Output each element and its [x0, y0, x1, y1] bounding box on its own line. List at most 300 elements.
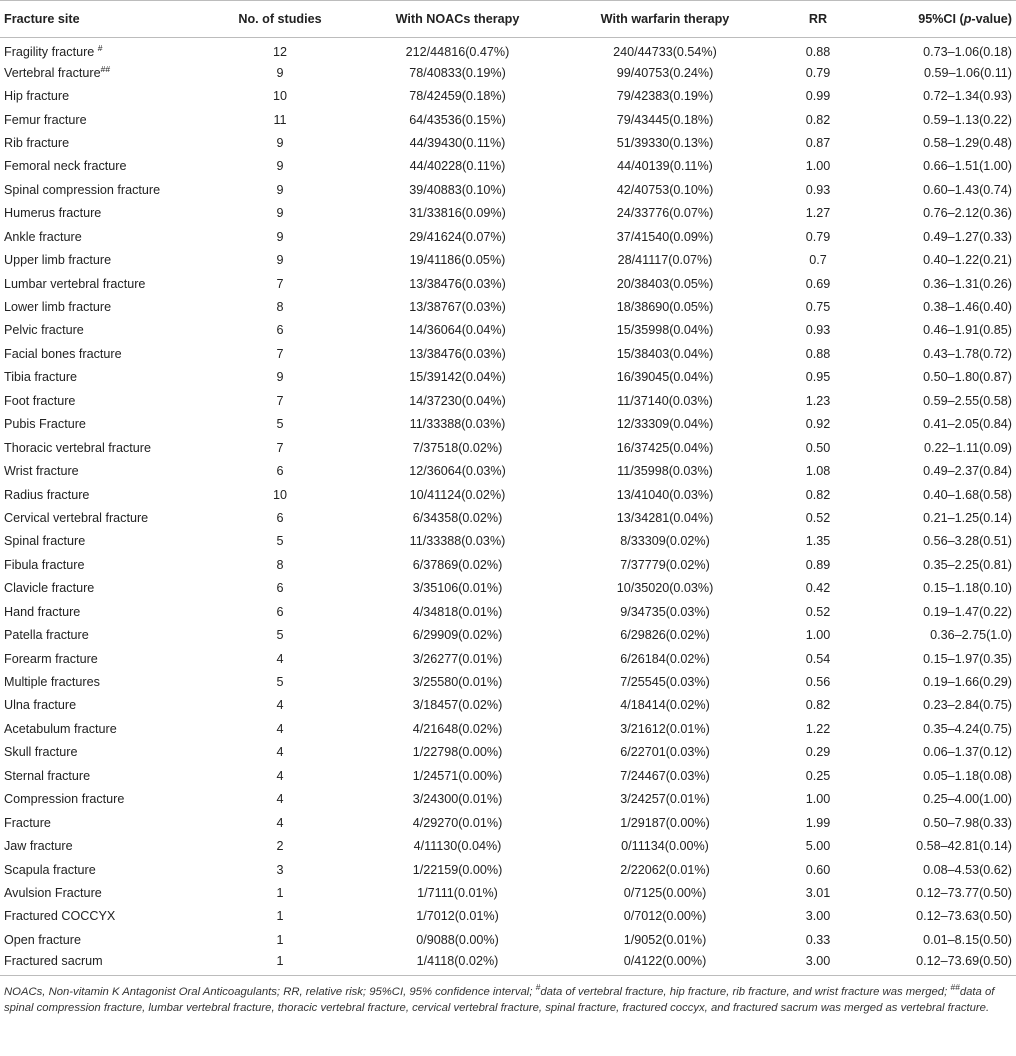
cell-ci-p-value	[866, 61, 1016, 84]
cell-warfarin-therapy-text: 79/42383(0.19%)	[616, 89, 714, 104]
cell-rr	[770, 459, 866, 482]
table-row	[0, 319, 1016, 342]
cell-noac-therapy	[355, 623, 560, 646]
cell-ci-p-value-text: 0.38–1.46(0.40)	[923, 300, 1012, 315]
footnote-marker: ##	[100, 63, 111, 74]
cell-ci-p-value-text: 0.59–1.13(0.22)	[923, 112, 1012, 127]
cell-noac-therapy-text: 3/35106(0.01%)	[412, 581, 503, 596]
table-body	[0, 38, 1016, 976]
cell-fracture-site-text: Ankle fracture	[4, 229, 82, 244]
cell-rr-text: 0.33	[805, 932, 831, 947]
cell-no-of-studies	[205, 834, 355, 857]
cell-noac-therapy	[355, 436, 560, 459]
cell-noac-therapy	[355, 225, 560, 248]
cell-ci-p-value	[866, 788, 1016, 811]
cell-noac-therapy-text: 1/24571(0.00%)	[412, 768, 503, 783]
cell-no-of-studies	[205, 272, 355, 295]
cell-rr-text: 0.79	[805, 65, 831, 80]
cell-ci-p-value-text: 0.40–1.22(0.21)	[923, 253, 1012, 268]
cell-fracture-site	[0, 483, 205, 506]
cell-no-of-studies	[205, 459, 355, 482]
table-row	[0, 61, 1016, 84]
cell-fracture-site	[0, 459, 205, 482]
cell-warfarin-therapy	[560, 131, 770, 154]
table-row	[0, 928, 1016, 951]
cell-fracture-site	[0, 295, 205, 318]
cell-warfarin-therapy-text: 2/22062(0.01%)	[620, 862, 710, 877]
cell-fracture-site-text: Fractured COCCYX	[4, 909, 116, 924]
cell-fracture-site-text: Lower limb fracture	[4, 300, 112, 315]
cell-no-of-studies-text: 11	[273, 112, 287, 127]
cell-ci-p-value	[866, 858, 1016, 881]
footnote-sup-2: ##	[950, 981, 960, 992]
table-row	[0, 108, 1016, 131]
cell-rr-text: 1.35	[805, 534, 831, 549]
cell-rr	[770, 436, 866, 459]
cell-noac-therapy	[355, 647, 560, 670]
cell-fracture-site-text: Patella fracture	[4, 628, 89, 643]
cell-warfarin-therapy	[560, 553, 770, 576]
cell-no-of-studies-text: 9	[276, 182, 284, 197]
cell-warfarin-therapy	[560, 506, 770, 529]
cell-noac-therapy-text: 212/44816(0.47%)	[405, 45, 510, 60]
cell-rr-text: 0.82	[805, 112, 831, 127]
cell-rr-text: 0.79	[805, 229, 831, 244]
cell-rr-text: 1.08	[805, 464, 831, 479]
cell-rr	[770, 881, 866, 904]
cell-warfarin-therapy	[560, 811, 770, 834]
cell-warfarin-therapy-text: 3/24257(0.01%)	[620, 792, 710, 807]
cell-rr	[770, 178, 866, 201]
cell-rr	[770, 928, 866, 951]
cell-ci-p-value-text: 0.35–4.24(0.75)	[923, 721, 1012, 736]
cell-noac-therapy-text: 44/39430(0.11%)	[409, 135, 506, 150]
cell-noac-therapy-text: 1/22798(0.00%)	[412, 745, 503, 760]
cell-ci-p-value	[866, 694, 1016, 717]
cell-no-of-studies	[205, 248, 355, 271]
cell-warfarin-therapy	[560, 858, 770, 881]
cell-ci-p-value-text: 0.41–2.05(0.84)	[923, 417, 1012, 432]
cell-ci-p-value	[866, 225, 1016, 248]
cell-no-of-studies-text: 7	[276, 276, 284, 291]
cell-rr	[770, 834, 866, 857]
cell-noac-therapy	[355, 272, 560, 295]
cell-fracture-site	[0, 623, 205, 646]
cell-no-of-studies-text: 1	[276, 932, 284, 947]
cell-warfarin-therapy	[560, 248, 770, 271]
cell-rr-text: 0.93	[805, 323, 831, 338]
cell-fracture-site	[0, 530, 205, 553]
cell-fracture-site	[0, 178, 205, 201]
cell-fracture-site	[0, 108, 205, 131]
cell-fracture-site-text: Fractured sacrum	[4, 954, 103, 969]
cell-rr-text: 0.82	[805, 698, 831, 713]
cell-noac-therapy	[355, 366, 560, 389]
cell-ci-p-value	[866, 366, 1016, 389]
cell-noac-therapy-text: 4/11130(0.04%)	[413, 839, 502, 854]
cell-ci-p-value	[866, 483, 1016, 506]
cell-ci-p-value	[866, 319, 1016, 342]
cell-rr	[770, 38, 866, 61]
cell-fracture-site-text: Vertebral fracture	[4, 65, 101, 80]
cell-fracture-site-text: Multiple fractures	[4, 675, 100, 690]
cell-ci-p-value	[866, 670, 1016, 693]
cell-noac-therapy	[355, 530, 560, 553]
table-row	[0, 647, 1016, 670]
cell-rr	[770, 600, 866, 623]
cell-rr	[770, 225, 866, 248]
cell-noac-therapy	[355, 694, 560, 717]
cell-warfarin-therapy-text: 18/38690(0.05%)	[616, 300, 714, 315]
footnote-text-2: data of vertebral fracture, hip fracture, rib fracture, and wrist fracture was merged;	[540, 985, 951, 998]
cell-warfarin-therapy-text: 13/34281(0.04%)	[616, 510, 714, 525]
cell-no-of-studies	[205, 717, 355, 740]
footnote-marker: #	[97, 43, 103, 54]
cell-warfarin-therapy	[560, 647, 770, 670]
table-row	[0, 530, 1016, 553]
cell-warfarin-therapy-text: 12/33309(0.04%)	[616, 417, 714, 432]
cell-rr-text: 0.88	[805, 346, 831, 361]
cell-warfarin-therapy-text: 0/7125(0.00%)	[623, 885, 707, 900]
cell-fracture-site-text: Spinal fracture	[4, 534, 86, 549]
cell-fracture-site	[0, 342, 205, 365]
cell-warfarin-therapy-text: 10/35020(0.03%)	[616, 581, 714, 596]
cell-warfarin-therapy	[560, 741, 770, 764]
cell-no-of-studies-text: 7	[276, 440, 284, 455]
cell-fracture-site	[0, 670, 205, 693]
cell-ci-p-value-text: 0.25–4.00(1.00)	[923, 792, 1012, 807]
cell-noac-therapy-text: 39/40883(0.10%)	[409, 182, 506, 197]
header-ci-p-value: 95%CI (p-value)	[866, 1, 1016, 38]
cell-no-of-studies	[205, 623, 355, 646]
cell-noac-therapy	[355, 577, 560, 600]
footnote-sup-1: #	[535, 981, 541, 992]
cell-warfarin-therapy-text: 3/21612(0.01%)	[620, 721, 710, 736]
cell-ci-p-value-text: 0.19–1.47(0.22)	[923, 604, 1012, 619]
cell-ci-p-value	[866, 342, 1016, 365]
cell-no-of-studies-text: 5	[276, 675, 284, 690]
cell-ci-p-value-text: 0.06–1.37(0.12)	[923, 745, 1012, 760]
cell-fracture-site	[0, 248, 205, 271]
cell-fracture-site	[0, 272, 205, 295]
cell-warfarin-therapy	[560, 600, 770, 623]
cell-no-of-studies-text: 10	[272, 89, 287, 104]
cell-noac-therapy	[355, 61, 560, 84]
cell-fracture-site-text: Sternal fracture	[4, 768, 91, 783]
cell-noac-therapy	[355, 155, 560, 178]
cell-no-of-studies	[205, 811, 355, 834]
cell-rr	[770, 319, 866, 342]
cell-fracture-site-text: Femur fracture	[4, 112, 87, 127]
cell-warfarin-therapy-text: 9/34735(0.03%)	[620, 604, 710, 619]
cell-noac-therapy	[355, 670, 560, 693]
cell-warfarin-therapy	[560, 38, 770, 61]
cell-ci-p-value	[866, 178, 1016, 201]
cell-ci-p-value-text: 0.76–2.12(0.36)	[923, 206, 1012, 221]
cell-ci-p-value-text: 0.08–4.53(0.62)	[923, 862, 1012, 877]
cell-rr	[770, 530, 866, 553]
cell-warfarin-therapy	[560, 366, 770, 389]
cell-ci-p-value	[866, 108, 1016, 131]
cell-noac-therapy-text: 13/38476(0.03%)	[409, 276, 506, 291]
cell-warfarin-therapy	[560, 155, 770, 178]
cell-fracture-site	[0, 811, 205, 834]
cell-no-of-studies	[205, 553, 355, 576]
cell-fracture-site	[0, 577, 205, 600]
cell-rr	[770, 577, 866, 600]
cell-rr	[770, 413, 866, 436]
cell-noac-therapy	[355, 108, 560, 131]
cell-rr	[770, 61, 866, 84]
cell-no-of-studies	[205, 483, 355, 506]
cell-noac-therapy-text: 15/39142(0.04%)	[409, 370, 506, 385]
cell-no-of-studies-text: 5	[276, 628, 284, 643]
cell-warfarin-therapy-text: 24/33776(0.07%)	[616, 206, 714, 221]
table-row	[0, 483, 1016, 506]
cell-ci-p-value	[866, 623, 1016, 646]
cell-rr-text: 0.87	[805, 135, 831, 150]
cell-warfarin-therapy	[560, 834, 770, 857]
cell-noac-therapy-text: 14/37230(0.04%)	[409, 393, 506, 408]
cell-warfarin-therapy	[560, 108, 770, 131]
cell-ci-p-value-text: 0.15–1.97(0.35)	[923, 651, 1012, 666]
cell-ci-p-value-text: 0.46–1.91(0.85)	[923, 323, 1012, 338]
cell-no-of-studies-text: 8	[276, 300, 284, 315]
cell-noac-therapy-text: 4/21648(0.02%)	[412, 721, 503, 736]
cell-ci-p-value-text: 0.21–1.25(0.14)	[923, 510, 1012, 525]
cell-fracture-site-text: Facial bones fracture	[4, 346, 122, 361]
cell-warfarin-therapy-text: 99/40753(0.24%)	[616, 65, 714, 80]
table-row	[0, 764, 1016, 787]
cell-no-of-studies-text: 9	[276, 159, 284, 174]
cell-no-of-studies	[205, 366, 355, 389]
table-row	[0, 811, 1016, 834]
cell-noac-therapy-text: 44/40228(0.11%)	[409, 159, 506, 174]
cell-ci-p-value-text: 0.15–1.18(0.10)	[923, 581, 1012, 596]
cell-no-of-studies	[205, 600, 355, 623]
cell-warfarin-therapy	[560, 459, 770, 482]
cell-fracture-site	[0, 389, 205, 412]
cell-fracture-site-text: Fracture	[4, 815, 51, 830]
cell-no-of-studies	[205, 389, 355, 412]
cell-fracture-site	[0, 155, 205, 178]
cell-no-of-studies	[205, 577, 355, 600]
cell-no-of-studies-text: 1	[276, 885, 284, 900]
cell-ci-p-value	[866, 834, 1016, 857]
cell-rr-text: 0.88	[805, 45, 831, 60]
table-row	[0, 670, 1016, 693]
cell-rr-text: 0.92	[805, 417, 831, 432]
cell-fracture-site	[0, 834, 205, 857]
cell-no-of-studies	[205, 647, 355, 670]
cell-fracture-site-text: Foot fracture	[4, 393, 76, 408]
cell-rr	[770, 483, 866, 506]
cell-warfarin-therapy	[560, 764, 770, 787]
cell-fracture-site	[0, 436, 205, 459]
cell-rr	[770, 108, 866, 131]
cell-ci-p-value-text: 0.35–2.25(0.81)	[923, 557, 1012, 572]
cell-fracture-site	[0, 717, 205, 740]
cell-no-of-studies-text: 1	[276, 909, 284, 924]
cell-ci-p-value	[866, 506, 1016, 529]
cell-noac-therapy-text: 1/4118(0.02%)	[416, 954, 499, 969]
cell-noac-therapy	[355, 506, 560, 529]
cell-warfarin-therapy	[560, 670, 770, 693]
cell-warfarin-therapy-text: 16/39045(0.04%)	[616, 370, 714, 385]
cell-warfarin-therapy	[560, 178, 770, 201]
cell-ci-p-value	[866, 952, 1016, 975]
cell-rr-text: 0.99	[805, 89, 831, 104]
table-row	[0, 577, 1016, 600]
table-row	[0, 459, 1016, 482]
cell-noac-therapy-text: 4/34818(0.01%)	[412, 604, 503, 619]
cell-no-of-studies	[205, 108, 355, 131]
cell-no-of-studies	[205, 670, 355, 693]
cell-rr-text: 0.52	[805, 604, 831, 619]
table-row	[0, 694, 1016, 717]
table-header-row	[0, 1, 1016, 38]
cell-noac-therapy	[355, 84, 560, 107]
cell-rr-text: 0.29	[805, 745, 831, 760]
cell-no-of-studies-text: 4	[276, 698, 284, 713]
cell-warfarin-therapy	[560, 272, 770, 295]
header-no-of-studies: No. of studies	[205, 1, 355, 38]
cell-rr-text: 3.01	[805, 885, 831, 900]
cell-no-of-studies-text: 1	[276, 954, 284, 969]
cell-noac-therapy-text: 6/34358(0.02%)	[412, 510, 503, 525]
cell-fracture-site	[0, 764, 205, 787]
cell-fracture-site-text: Humerus fracture	[4, 206, 102, 221]
cell-fracture-site	[0, 928, 205, 951]
cell-warfarin-therapy-text: 1/29187(0.00%)	[620, 815, 710, 830]
cell-no-of-studies-text: 4	[276, 745, 284, 760]
header-noac-therapy: With NOACs therapy	[355, 1, 560, 38]
cell-fracture-site-text: Upper limb fracture	[4, 253, 112, 268]
cell-rr	[770, 858, 866, 881]
cell-noac-therapy-text: 19/41186(0.05%)	[409, 253, 506, 268]
cell-rr-text: 0.52	[805, 510, 831, 525]
cell-no-of-studies	[205, 764, 355, 787]
cell-no-of-studies	[205, 319, 355, 342]
cell-noac-therapy	[355, 178, 560, 201]
cell-ci-p-value	[866, 389, 1016, 412]
cell-noac-therapy-text: 4/29270(0.01%)	[412, 815, 503, 830]
table-row	[0, 717, 1016, 740]
cell-no-of-studies-text: 6	[276, 510, 284, 525]
cell-warfarin-therapy-text: 79/43445(0.18%)	[616, 112, 714, 127]
cell-warfarin-therapy	[560, 530, 770, 553]
table-row	[0, 202, 1016, 225]
cell-no-of-studies-text: 9	[276, 370, 284, 385]
cell-noac-therapy	[355, 295, 560, 318]
cell-rr-text: 0.7	[809, 253, 827, 268]
cell-no-of-studies	[205, 928, 355, 951]
cell-noac-therapy-text: 10/41124(0.02%)	[409, 487, 506, 502]
cell-no-of-studies	[205, 858, 355, 881]
cell-rr-text: 5.00	[805, 839, 831, 854]
table-row	[0, 342, 1016, 365]
cell-warfarin-therapy-text: 0/7012(0.00%)	[623, 909, 707, 924]
cell-rr	[770, 248, 866, 271]
cell-warfarin-therapy-text: 42/40753(0.10%)	[616, 182, 714, 197]
cell-warfarin-therapy-text: 0/4122(0.00%)	[623, 954, 707, 969]
table-row	[0, 788, 1016, 811]
cell-no-of-studies	[205, 413, 355, 436]
table-row	[0, 248, 1016, 271]
cell-rr	[770, 811, 866, 834]
cell-fracture-site-text: Hand fracture	[4, 604, 81, 619]
cell-warfarin-therapy-text: 15/38403(0.04%)	[616, 346, 714, 361]
cell-rr	[770, 623, 866, 646]
cell-noac-therapy	[355, 483, 560, 506]
cell-ci-p-value	[866, 436, 1016, 459]
table-row	[0, 600, 1016, 623]
cell-warfarin-therapy	[560, 788, 770, 811]
cell-no-of-studies-text: 9	[276, 229, 284, 244]
cell-no-of-studies-text: 4	[276, 721, 284, 736]
cell-no-of-studies-text: 9	[276, 135, 284, 150]
cell-no-of-studies-text: 4	[276, 768, 284, 783]
cell-fracture-site	[0, 84, 205, 107]
cell-warfarin-therapy	[560, 413, 770, 436]
cell-ci-p-value	[866, 459, 1016, 482]
table-row	[0, 366, 1016, 389]
cell-rr	[770, 131, 866, 154]
cell-no-of-studies-text: 9	[276, 65, 284, 80]
cell-fracture-site	[0, 61, 205, 84]
cell-warfarin-therapy	[560, 342, 770, 365]
cell-fracture-site-text: Rib fracture	[4, 135, 70, 150]
cell-noac-therapy	[355, 38, 560, 61]
cell-ci-p-value-text: 0.22–1.11(0.09)	[924, 440, 1012, 455]
cell-no-of-studies-text: 9	[276, 206, 284, 221]
cell-warfarin-therapy-text: 7/24467(0.03%)	[620, 768, 710, 783]
cell-fracture-site-text: Spinal compression fracture	[4, 182, 161, 197]
cell-noac-therapy-text: 1/7111(0.01%)	[417, 885, 498, 900]
cell-rr-text: 1.27	[805, 206, 831, 221]
cell-no-of-studies	[205, 84, 355, 107]
cell-no-of-studies	[205, 38, 355, 61]
cell-rr	[770, 647, 866, 670]
cell-fracture-site-text: Radius fracture	[4, 487, 90, 502]
cell-no-of-studies	[205, 202, 355, 225]
cell-rr	[770, 366, 866, 389]
table-row	[0, 178, 1016, 201]
cell-warfarin-therapy-text: 28/41117(0.07%)	[617, 253, 713, 268]
cell-warfarin-therapy-text: 8/33309(0.02%)	[620, 534, 710, 549]
cell-warfarin-therapy	[560, 952, 770, 975]
cell-noac-therapy	[355, 342, 560, 365]
cell-no-of-studies-text: 10	[272, 487, 287, 502]
cell-noac-therapy-text: 14/36064(0.04%)	[409, 323, 506, 338]
table-row	[0, 389, 1016, 412]
cell-fracture-site-text: Fragility fracture	[4, 45, 98, 60]
cell-noac-therapy	[355, 788, 560, 811]
cell-noac-therapy	[355, 928, 560, 951]
cell-noac-therapy-text: 0/9088(0.00%)	[416, 932, 499, 947]
cell-warfarin-therapy-text: 6/29826(0.02%)	[620, 628, 710, 643]
cell-warfarin-therapy	[560, 694, 770, 717]
cell-ci-p-value-text: 0.49–1.27(0.33)	[923, 229, 1012, 244]
cell-rr	[770, 84, 866, 107]
cell-ci-p-value	[866, 881, 1016, 904]
cell-noac-therapy-text: 11/33388(0.03%)	[409, 417, 506, 432]
cell-no-of-studies-text: 4	[276, 815, 284, 830]
cell-ci-p-value-text: 0.58–42.81(0.14)	[916, 839, 1012, 854]
table-row	[0, 272, 1016, 295]
cell-warfarin-therapy-text: 51/39330(0.13%)	[616, 135, 714, 150]
cell-no-of-studies	[205, 905, 355, 928]
